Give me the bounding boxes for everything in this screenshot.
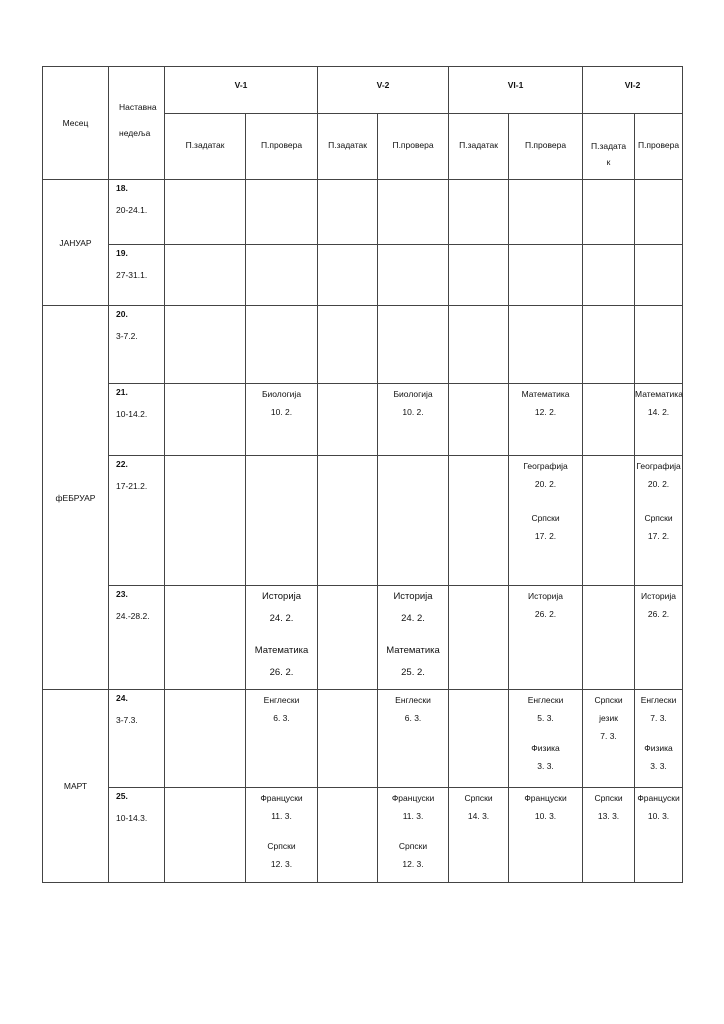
entry-subject: Српски — [594, 793, 623, 803]
entry-date: 3. 3. — [537, 761, 554, 771]
week-cell — [109, 586, 165, 690]
entry-date: 17. 2. — [534, 531, 557, 541]
entry-cell — [635, 788, 683, 883]
entry-cell — [583, 788, 635, 883]
entry-date: 20. 2. — [534, 479, 557, 489]
entry-date: 14. 2. — [647, 407, 670, 417]
month-january — [43, 180, 109, 306]
week-dates: 17-21.2. — [116, 481, 148, 491]
week-cell — [109, 788, 165, 883]
week-dates: 3-7.2. — [116, 331, 138, 341]
entry-subject: Биологија — [393, 389, 433, 399]
table-cell — [509, 245, 583, 306]
entry-subject: Географија — [523, 461, 568, 471]
sub-check-label: П.провера — [392, 140, 434, 150]
class-label-vi2: VI-2 — [624, 80, 641, 90]
table-cell — [449, 180, 509, 245]
table-cell — [246, 456, 318, 586]
entry-subject: Историја — [641, 591, 677, 601]
entry-date: 26. 2. — [269, 667, 294, 678]
entry-date: 7. 3. — [650, 713, 667, 723]
entry-date: 26. 2. — [534, 609, 557, 619]
table-cell — [246, 245, 318, 306]
sub-check-label: П.провера — [637, 140, 680, 150]
entry-date: 7. 3. — [600, 731, 617, 741]
table-row — [43, 690, 683, 788]
entry-subject: Математика — [635, 389, 683, 399]
month-label: фЕБРУАР — [55, 492, 96, 503]
table-row — [43, 180, 683, 245]
table-row — [43, 384, 683, 456]
entry-subject: Енглески — [527, 695, 564, 705]
table-cell — [165, 384, 246, 456]
table-cell — [378, 180, 449, 245]
header-task-vi2 — [583, 114, 635, 180]
table-cell — [246, 306, 318, 384]
entry-cell — [635, 586, 683, 690]
header-month-label: Месец — [62, 118, 89, 128]
entry-cell — [509, 384, 583, 456]
entry-subject: Српски — [594, 695, 623, 705]
header-class-vi2 — [583, 67, 683, 114]
week-dates: 20-24.1. — [116, 205, 148, 215]
table-cell — [449, 306, 509, 384]
sub-task-label: П.задатак — [459, 140, 498, 150]
entry-date: 10. 3. — [534, 811, 557, 821]
table-cell — [318, 245, 378, 306]
entry-cell — [509, 690, 583, 788]
table-row — [43, 306, 683, 384]
entry-subject: Енглески — [263, 695, 300, 705]
header-task-vi1 — [449, 114, 509, 180]
table-cell — [318, 306, 378, 384]
sub-check-label: П.провера — [260, 140, 303, 150]
entry-cell — [635, 384, 683, 456]
table-cell — [318, 788, 378, 883]
entry-date: 5. 3. — [537, 713, 554, 723]
entry-cell — [246, 586, 318, 690]
header-class-v1 — [165, 67, 318, 114]
week-number: 21. — [116, 387, 128, 397]
entry-cell — [246, 384, 318, 456]
week-cell — [109, 245, 165, 306]
week-cell — [109, 384, 165, 456]
entry-subject: Српски — [531, 513, 560, 523]
entry-subject: Енглески — [395, 695, 431, 705]
entry-subject: Француски — [524, 793, 567, 803]
table-cell — [165, 245, 246, 306]
entry-cell — [246, 788, 318, 883]
entry-subject: Физика — [644, 743, 673, 753]
header-check-vi1 — [509, 114, 583, 180]
entry-date: 26. 2. — [647, 609, 670, 619]
table-cell — [635, 306, 683, 384]
table-cell — [583, 245, 635, 306]
week-dates: 24.-28.2. — [116, 611, 150, 621]
entry-cell — [509, 788, 583, 883]
week-number: 25. — [116, 791, 128, 801]
week-dates: 3-7.3. — [116, 715, 138, 725]
week-number: 20. — [116, 309, 128, 319]
entry-subject: Француски — [260, 793, 303, 803]
table-cell — [165, 456, 246, 586]
table-cell — [165, 180, 246, 245]
class-label-vi1: VI-1 — [507, 80, 524, 90]
table-cell — [449, 245, 509, 306]
week-number: 22. — [116, 459, 128, 469]
entry-date: 14. 3. — [467, 811, 490, 821]
table-cell — [165, 586, 246, 690]
table-row — [43, 456, 683, 586]
header-month — [43, 67, 109, 180]
entry-date: 6. 3. — [273, 713, 290, 723]
month-march — [43, 690, 109, 883]
week-dates: 27-31.1. — [116, 270, 148, 280]
entry-date: 12. 2. — [534, 407, 557, 417]
entry-cell — [246, 690, 318, 788]
entry-cell — [378, 690, 449, 788]
table-row — [43, 788, 683, 883]
entry-subject: Француски — [391, 793, 435, 803]
table-cell — [318, 180, 378, 245]
entry-subject: Српски — [398, 841, 428, 851]
month-label: ЈАНУАР — [59, 237, 92, 248]
table-cell — [583, 456, 635, 586]
entry-date: 24. 2. — [401, 613, 425, 624]
table-cell — [635, 245, 683, 306]
entry-date: 13. 3. — [597, 811, 620, 821]
header-check-v1 — [246, 114, 318, 180]
table-cell — [449, 690, 509, 788]
entry-date: 12. 3. — [402, 859, 424, 869]
header-class-v2 — [318, 67, 449, 114]
table-cell — [165, 306, 246, 384]
table-cell — [165, 690, 246, 788]
entry-date: 11. 3. — [402, 811, 424, 821]
sub-task-label-part1: П.задата — [590, 141, 627, 151]
entry-subject: Физика — [531, 743, 560, 753]
entry-date: 11. 3. — [271, 811, 292, 821]
week-number: 23. — [116, 589, 128, 599]
entry-cell — [509, 456, 583, 586]
entry-subject: Биологија — [261, 389, 302, 399]
table-cell — [583, 180, 635, 245]
week-number: 18. — [116, 183, 128, 193]
header-week-line2: недеља — [119, 128, 151, 138]
entry-date: 10. 3. — [647, 811, 670, 821]
week-cell — [109, 306, 165, 384]
header-class-vi1 — [449, 67, 583, 114]
entry-subject: Српски — [267, 841, 296, 851]
sub-task-label: П.задатак — [328, 140, 367, 150]
table-cell — [635, 180, 683, 245]
class-label-v1: V-1 — [234, 80, 248, 90]
table-cell — [246, 180, 318, 245]
table-cell — [378, 306, 449, 384]
entry-cell — [449, 788, 509, 883]
entry-date: 10. 2. — [270, 407, 293, 417]
entry-cell — [635, 456, 683, 586]
sub-check-label: П.провера — [524, 140, 567, 150]
entry-subject-cont: језик — [599, 713, 618, 723]
table-cell — [318, 456, 378, 586]
table-cell — [583, 306, 635, 384]
entry-subject: Српски — [644, 513, 673, 523]
table-row — [43, 586, 683, 690]
table-cell — [318, 690, 378, 788]
month-february — [43, 306, 109, 690]
week-number: 19. — [116, 248, 128, 258]
entry-date: 25. 2. — [401, 667, 425, 678]
table-cell — [318, 586, 378, 690]
entry-date: 10. 2. — [402, 407, 424, 417]
entry-subject: Математика — [386, 645, 440, 656]
entry-cell — [583, 690, 635, 788]
table-cell — [583, 586, 635, 690]
header-check-v2 — [378, 114, 449, 180]
entry-cell — [378, 384, 449, 456]
header-check-vi2 — [635, 114, 683, 180]
table-cell — [165, 788, 246, 883]
week-cell — [109, 456, 165, 586]
table-cell — [509, 306, 583, 384]
header-task-v2 — [318, 114, 378, 180]
entry-date: 24. 2. — [269, 613, 294, 624]
sub-task-label: П.задатак — [185, 140, 225, 150]
entry-subject: Историја — [393, 591, 433, 602]
entry-date: 17. 2. — [647, 531, 670, 541]
table-cell — [449, 586, 509, 690]
table-row — [43, 245, 683, 306]
entry-cell — [378, 586, 449, 690]
entry-cell — [378, 788, 449, 883]
week-cell — [109, 180, 165, 245]
entry-date: 20. 2. — [647, 479, 670, 489]
entry-subject: Математика — [254, 645, 309, 656]
table-cell — [378, 245, 449, 306]
entry-date: 6. 3. — [404, 713, 422, 723]
header-task-v1 — [165, 114, 246, 180]
table-cell — [318, 384, 378, 456]
week-dates: 10-14.2. — [116, 409, 148, 419]
entry-subject: Француски — [637, 793, 680, 803]
header-week-line1: Наставна — [119, 102, 157, 112]
week-number: 24. — [116, 693, 128, 703]
table-cell — [449, 384, 509, 456]
entry-subject: Историја — [528, 591, 564, 601]
table-cell — [509, 180, 583, 245]
entry-subject: Географија — [636, 461, 681, 471]
table-cell — [449, 456, 509, 586]
table-cell — [583, 384, 635, 456]
month-label: МАРТ — [63, 781, 88, 791]
header-week — [109, 67, 165, 180]
entry-subject: Енглески — [640, 695, 677, 705]
entry-subject: Историја — [261, 591, 302, 602]
entry-date: 12. 3. — [270, 859, 293, 869]
table-cell — [378, 456, 449, 586]
week-dates: 10-14.3. — [116, 813, 148, 823]
entry-cell — [509, 586, 583, 690]
class-label-v2: V-2 — [376, 80, 390, 90]
sub-task-label-part2: к — [606, 157, 611, 167]
entry-subject: Математика — [521, 389, 570, 399]
week-cell — [109, 690, 165, 788]
entry-date: 3. 3. — [650, 761, 667, 771]
entry-subject: Српски — [464, 793, 493, 803]
schedule-table — [42, 66, 683, 883]
entry-cell — [635, 690, 683, 788]
